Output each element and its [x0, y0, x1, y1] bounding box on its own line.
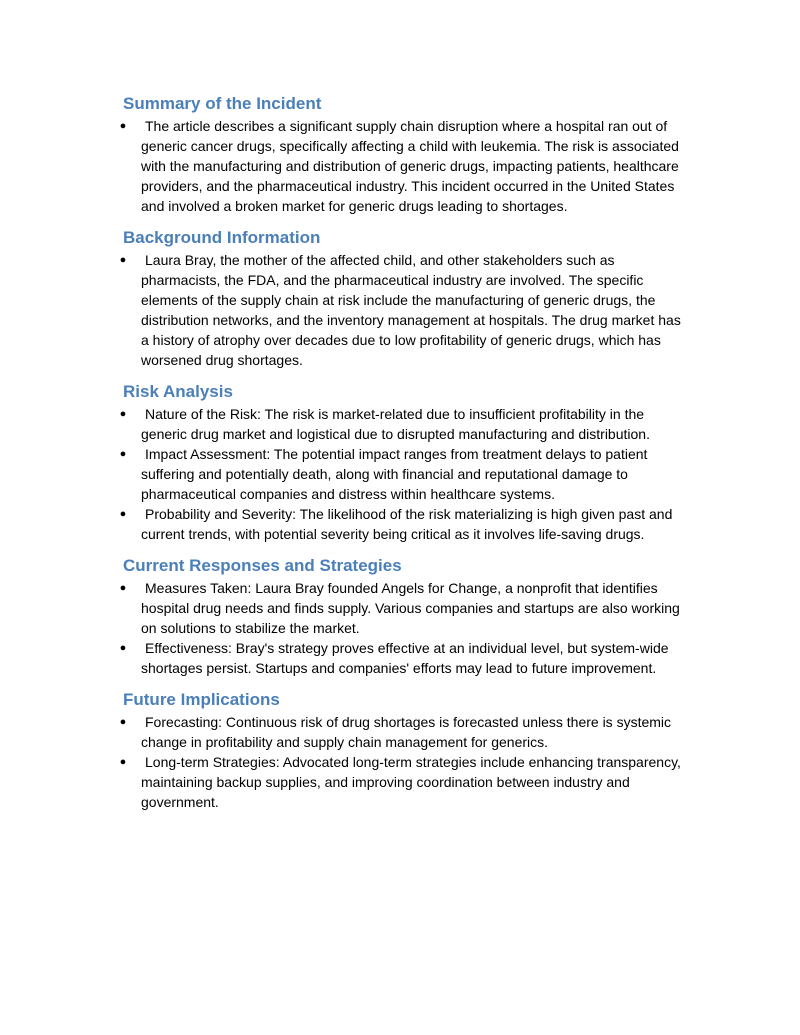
bullet-list: [119, 404, 692, 544]
section-future-implications: [119, 688, 692, 812]
list-item: [119, 404, 692, 444]
document-body: [119, 92, 692, 812]
bullet-icon: ●: [119, 120, 127, 132]
section-heading: Summary of the Incident: [123, 94, 322, 113]
bullet-icon: ●: [119, 582, 127, 594]
bullet-text: Long-term Strategies: Advocated long-term strategies include enhancing transparency, maintaining backup supplies, and improving coordination between industry and government.: [141, 754, 681, 810]
section-summary: [119, 92, 692, 216]
section-heading: Risk Analysis: [123, 382, 233, 401]
bullet-text: Forecasting: Continuous risk of drug shortages is forecasted unless there is systemic change in profitability and supply chain management for generics.: [141, 714, 672, 750]
section-current-responses: [119, 554, 692, 678]
list-item: [119, 504, 692, 544]
bullet-icon: ●: [119, 756, 127, 768]
bullet-icon: ●: [119, 508, 127, 520]
bullet-list: [119, 250, 692, 370]
bullet-icon: ●: [119, 408, 127, 420]
bullet-icon: ●: [119, 716, 127, 728]
bullet-text: Laura Bray, the mother of the affected child, and other stakeholders such as pharmacists, the FDA, and the pharmaceutical industry are involved. The specific elements of the supply chain at risk include the manufacturing of generic drugs, the distribution networks, and the inventory management at hospitals. The drug market has a history of atrophy over decades due to low profitability of generic drugs, which has worsened drug shortages.: [141, 252, 681, 368]
bullet-icon: ●: [119, 448, 127, 460]
list-item: [119, 638, 692, 678]
list-item: [119, 116, 692, 216]
section-heading: Future Implications: [123, 690, 280, 709]
list-item: [119, 444, 692, 504]
bullet-icon: ●: [119, 254, 127, 266]
list-item: [119, 752, 692, 812]
bullet-text: Effectiveness: Bray's strategy proves effective at an individual level, but system-wide shortages persist. Startups and companies' efforts may lead to future improvement.: [141, 640, 669, 676]
bullet-list: [119, 712, 692, 812]
section-background: [119, 226, 692, 370]
section-heading: Current Responses and Strategies: [123, 556, 402, 575]
bullet-text: Impact Assessment: The potential impact ranges from treatment delays to patient suffering and potentially death, along with financial and reputational damage to pharmaceutical companies and distress within healthcare systems.: [141, 446, 648, 502]
bullet-icon: ●: [119, 642, 127, 654]
list-item: [119, 712, 692, 752]
list-item: [119, 250, 692, 370]
bullet-text: The article describes a significant supply chain disruption where a hospital ran out of generic cancer drugs, specifically affecting a child with leukemia. The risk is associated with the manufacturing and distribution of generic drugs, impacting patients, healthcare providers, and the pharmaceutical industry. This incident occurred in the United States and involved a broken market for generic drugs leading to shortages.: [141, 118, 679, 214]
bullet-text: Measures Taken: Laura Bray founded Angels for Change, a nonprofit that identifies hospital drug needs and finds supply. Various companies and startups are also working on solutions to stabilize the market.: [141, 580, 680, 636]
bullet-list: [119, 116, 692, 216]
bullet-list: [119, 578, 692, 678]
section-risk-analysis: [119, 380, 692, 544]
bullet-text: Probability and Severity: The likelihood of the risk materializing is high given past and current trends, with potential severity being critical as it involves life-saving drugs.: [141, 506, 673, 542]
section-heading: Background Information: [123, 228, 321, 247]
bullet-text: Nature of the Risk: The risk is market-related due to insufficient profitability in the generic drug market and logistical due to disrupted manufacturing and distribution.: [141, 406, 650, 442]
list-item: [119, 578, 692, 638]
